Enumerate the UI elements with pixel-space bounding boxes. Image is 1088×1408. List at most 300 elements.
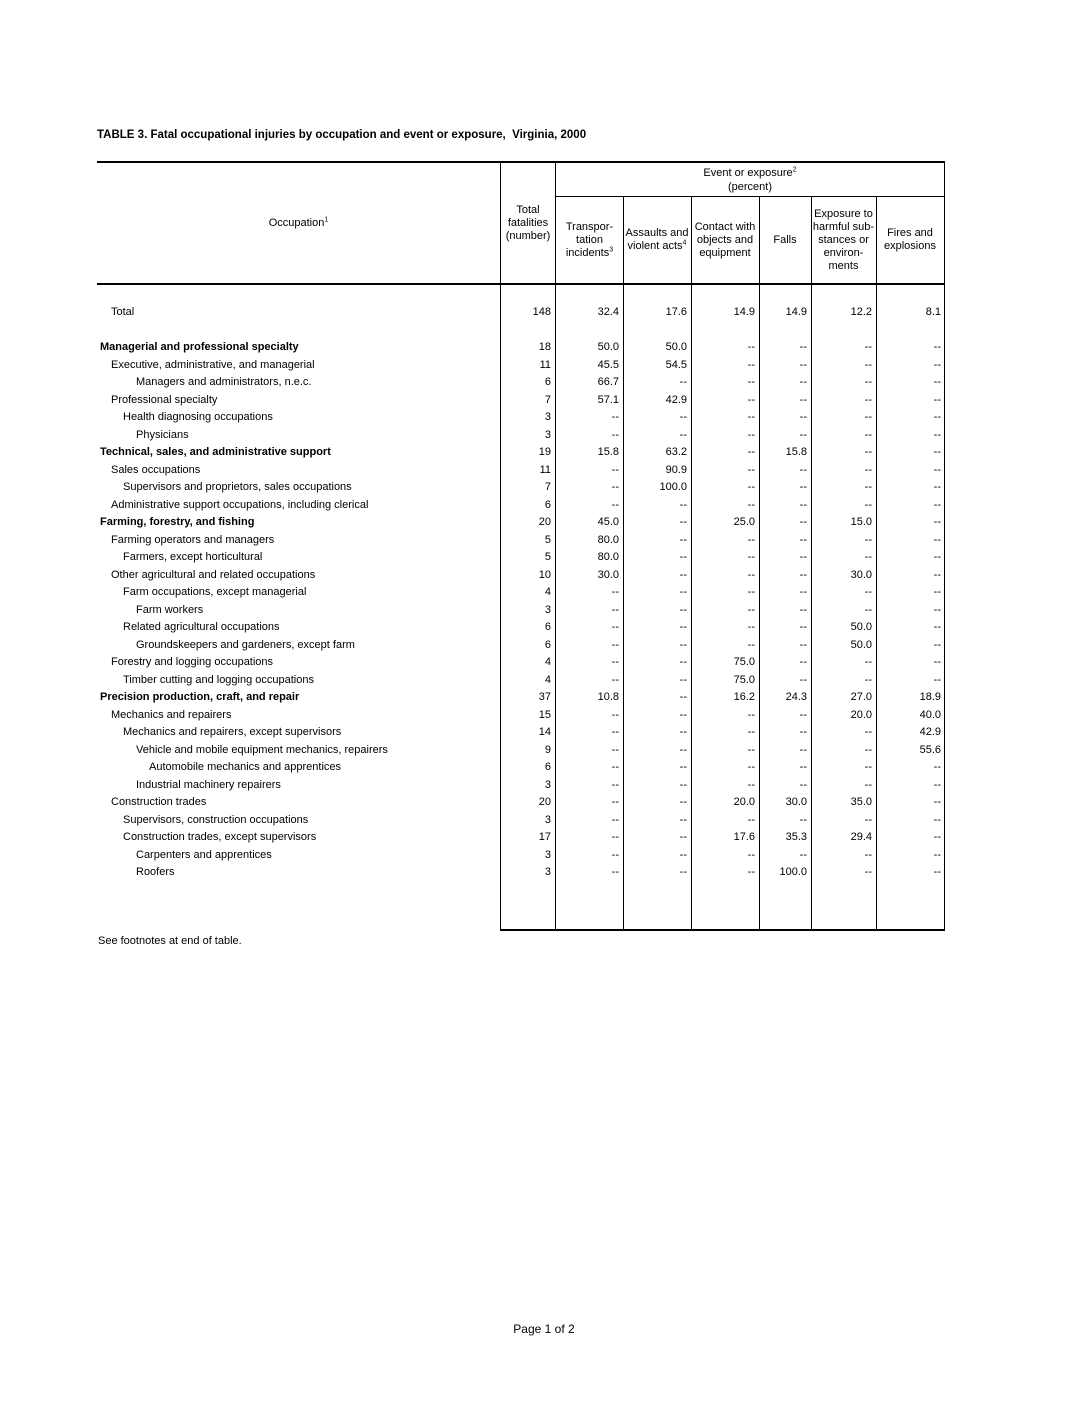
value-cell: -- — [933, 376, 941, 388]
value-cell: -- — [611, 866, 619, 878]
value-cell: 12.2 — [850, 306, 872, 318]
value-cell: 35.3 — [785, 831, 807, 843]
value-cell: -- — [933, 866, 941, 878]
value-cell: -- — [864, 656, 872, 668]
event-column-header: Fires and explosions — [884, 227, 936, 252]
value-cell: 90.9 — [665, 463, 687, 476]
value-cell: 3 — [544, 428, 551, 441]
value-cell: -- — [679, 656, 687, 668]
value-cell: 19 — [538, 446, 551, 458]
value-cell: 100.0 — [659, 481, 687, 493]
value-cell: -- — [799, 341, 807, 353]
value-cell: 20.0 — [733, 796, 755, 808]
value-cell: 30.0 — [597, 568, 619, 581]
value-cell: -- — [611, 831, 619, 843]
table-row — [97, 357, 945, 375]
value-cell: 3 — [544, 411, 551, 423]
value-cell: -- — [799, 533, 807, 546]
value-cell: -- — [611, 656, 619, 668]
value-cell: -- — [799, 848, 807, 861]
occupation-cell: Administrative support occupations, including clerical — [111, 498, 369, 511]
occupation-cell: Forestry and logging occupations — [111, 656, 274, 668]
value-cell: -- — [799, 726, 807, 738]
value-cell: 6 — [544, 638, 551, 651]
value-cell: -- — [864, 743, 872, 756]
value-cell: -- — [864, 498, 872, 511]
value-cell: -- — [933, 603, 941, 616]
value-cell: 18 — [538, 341, 551, 353]
value-cell: 4 — [544, 586, 551, 598]
value-cell: -- — [933, 568, 941, 581]
table-row — [97, 864, 945, 882]
value-cell: -- — [864, 341, 872, 353]
value-cell: 63.2 — [665, 446, 687, 458]
table-row — [97, 777, 945, 795]
value-cell: -- — [611, 621, 619, 633]
occupation-cell: Executive, administrative, and managerial — [111, 358, 315, 371]
value-cell: -- — [611, 796, 619, 808]
occupation-cell: Related agricultural occupations — [123, 621, 280, 633]
value-cell: 17.6 — [733, 831, 755, 843]
footnote-ref-4: 4 — [682, 239, 687, 247]
value-cell: 16.2 — [733, 691, 755, 703]
value-cell: 80.0 — [597, 551, 619, 563]
value-cell: -- — [679, 603, 687, 616]
value-cell: 5 — [544, 533, 551, 546]
total-fatalities-column-header: Total fatalities (number) — [505, 203, 551, 242]
value-cell: 3 — [544, 866, 551, 878]
value-cell: 4 — [544, 673, 551, 686]
value-cell: 8.1 — [925, 306, 941, 318]
value-cell: -- — [747, 463, 755, 476]
occupation-cell: Precision production, craft, and repair — [100, 691, 300, 703]
value-cell: -- — [611, 813, 619, 826]
value-cell: -- — [799, 463, 807, 476]
value-cell: -- — [933, 621, 941, 633]
value-cell: -- — [933, 393, 941, 406]
event-column-header: Assaults and violent acts$^4$ — [625, 227, 689, 252]
value-cell: -- — [679, 376, 687, 388]
value-cell: 55.6 — [919, 743, 941, 756]
table-row — [97, 392, 945, 410]
value-cell: -- — [747, 638, 755, 651]
table-row — [97, 584, 945, 602]
value-cell: -- — [747, 428, 755, 441]
value-cell: -- — [747, 603, 755, 616]
table-row — [97, 707, 945, 725]
table-row — [97, 637, 945, 655]
value-cell: 50.0 — [850, 638, 872, 651]
value-cell: -- — [747, 743, 755, 756]
occupation-cell: Total — [111, 306, 135, 318]
value-cell: -- — [747, 813, 755, 826]
value-cell: 15.0 — [850, 516, 872, 528]
event-column-header: Contact with objects and equipment — [694, 220, 756, 259]
value-cell: -- — [933, 481, 941, 493]
value-cell: -- — [747, 761, 755, 773]
value-cell: 20 — [538, 796, 551, 808]
value-cell: -- — [679, 568, 687, 581]
value-cell: -- — [611, 411, 619, 423]
value-cell: -- — [864, 428, 872, 441]
value-cell: 42.9 — [919, 726, 941, 738]
value-cell: -- — [679, 691, 687, 703]
value-cell: 15.8 — [785, 446, 807, 458]
page-indicator: Page 1 of 2 — [513, 1322, 575, 1336]
table-row — [97, 462, 945, 480]
table-body — [97, 285, 945, 931]
occupation-cell: Carpenters and apprentices — [136, 848, 272, 861]
event-column-header: Exposure to harmful sub- stances or environ- ments — [812, 207, 875, 272]
value-cell: -- — [747, 341, 755, 353]
value-cell: -- — [864, 603, 872, 616]
value-cell: -- — [747, 533, 755, 546]
value-cell: -- — [864, 778, 872, 791]
value-cell: -- — [933, 516, 941, 528]
value-cell: -- — [747, 376, 755, 388]
value-cell: -- — [747, 586, 755, 598]
value-cell: -- — [747, 726, 755, 738]
value-cell: -- — [799, 708, 807, 721]
value-cell: -- — [933, 498, 941, 511]
value-cell: -- — [799, 761, 807, 773]
value-cell: 3 — [544, 778, 551, 791]
occupation-cell: Professional specialty — [111, 393, 218, 406]
value-cell: -- — [933, 796, 941, 808]
value-cell: -- — [679, 533, 687, 546]
value-cell: 40.0 — [919, 708, 941, 721]
value-cell: -- — [799, 813, 807, 826]
value-cell: -- — [864, 551, 872, 563]
value-cell: 27.0 — [850, 691, 872, 703]
value-cell: -- — [799, 603, 807, 616]
value-cell: 29.4 — [850, 831, 872, 843]
value-cell: 5 — [544, 551, 551, 563]
event-exposure-group-header: Event or exposure$^2$ (percent) — [703, 165, 797, 193]
value-cell: 7 — [544, 481, 551, 493]
value-cell: -- — [933, 831, 941, 843]
value-cell: -- — [799, 621, 807, 633]
table-row — [97, 427, 945, 445]
table-row — [97, 829, 945, 847]
footnote-ref-1: 1 — [324, 216, 329, 224]
value-cell: 42.9 — [665, 393, 687, 406]
value-cell: 25.0 — [733, 516, 755, 528]
occupation-cell: Farmers, except horticultural — [123, 551, 263, 563]
table-row — [97, 619, 945, 637]
value-cell: -- — [864, 481, 872, 493]
value-cell: 14.9 — [733, 306, 755, 318]
value-cell: 35.0 — [850, 796, 872, 808]
value-cell: 9 — [544, 743, 551, 756]
value-cell: -- — [747, 551, 755, 563]
value-cell: -- — [799, 568, 807, 581]
value-cell: 66.7 — [597, 376, 619, 388]
value-cell: 6 — [544, 621, 551, 633]
occupation-cell: Managerial and professional specialty — [100, 341, 299, 353]
value-cell: 10.8 — [597, 691, 619, 703]
value-cell: -- — [933, 446, 941, 458]
value-cell: -- — [799, 586, 807, 598]
value-cell: -- — [747, 866, 755, 878]
value-cell: -- — [933, 428, 941, 441]
value-cell: 45.0 — [597, 516, 619, 528]
event-column-header: Transpor- tation incidents$^3$ — [565, 220, 614, 259]
event-column-header: Falls — [773, 233, 797, 246]
value-cell: 3 — [544, 603, 551, 616]
table-row — [97, 532, 945, 550]
value-cell: -- — [864, 358, 872, 371]
value-cell: -- — [747, 778, 755, 791]
value-cell: -- — [933, 586, 941, 598]
occupation-cell: Farming, forestry, and fishing — [100, 516, 255, 528]
value-cell: -- — [864, 848, 872, 861]
value-cell: -- — [864, 586, 872, 598]
value-cell: -- — [799, 673, 807, 686]
value-cell: -- — [933, 673, 941, 686]
table-row — [97, 444, 945, 462]
value-cell: -- — [611, 586, 619, 598]
value-cell: -- — [933, 848, 941, 861]
value-cell: 11 — [539, 358, 551, 371]
value-cell: 20.0 — [850, 708, 872, 721]
value-cell: -- — [799, 743, 807, 756]
occupation-cell: Construction trades, except supervisors — [123, 831, 317, 843]
occupation-cell: Other agricultural and related occupations — [111, 568, 316, 581]
table-title: TABLE 3. Fatal occupational injuries by occupation and event or exposure, Virginia, 2000 — [97, 129, 587, 141]
value-cell: -- — [747, 708, 755, 721]
value-cell: 50.0 — [597, 341, 619, 353]
occupation-cell: Farm occupations, except managerial — [123, 586, 307, 598]
value-cell: 50.0 — [850, 621, 872, 633]
value-cell: -- — [799, 358, 807, 371]
value-cell: 30.0 — [850, 568, 872, 581]
value-cell: -- — [747, 481, 755, 493]
value-cell: -- — [799, 428, 807, 441]
value-cell: -- — [864, 866, 872, 878]
value-cell: -- — [933, 463, 941, 476]
value-cell: -- — [747, 848, 755, 861]
value-cell: -- — [611, 848, 619, 861]
occupation-cell: Timber cutting and logging occupations — [123, 673, 314, 686]
value-cell: -- — [864, 533, 872, 546]
value-cell: -- — [747, 621, 755, 633]
value-cell: -- — [679, 586, 687, 598]
occupation-cell: Managers and administrators, n.e.c. — [136, 376, 312, 388]
value-cell: -- — [679, 848, 687, 861]
occupation-cell: Mechanics and repairers — [111, 708, 232, 721]
value-cell: -- — [799, 498, 807, 511]
value-cell: -- — [933, 358, 941, 371]
value-cell: -- — [679, 551, 687, 563]
value-cell: -- — [864, 673, 872, 686]
value-cell: -- — [799, 778, 807, 791]
value-cell: -- — [864, 761, 872, 773]
value-cell: -- — [933, 551, 941, 563]
occupation-cell: Industrial machinery repairers — [136, 778, 281, 791]
value-cell: -- — [799, 393, 807, 406]
value-cell: -- — [611, 726, 619, 738]
occupation-cell: Supervisors, construction occupations — [123, 813, 309, 826]
table-row — [97, 794, 945, 812]
value-cell: 45.5 — [597, 358, 619, 371]
value-cell: -- — [611, 481, 619, 493]
value-cell: 6 — [544, 761, 551, 773]
table-row — [97, 339, 945, 357]
event-subheaders — [556, 197, 944, 283]
value-cell: 18.9 — [919, 691, 941, 703]
value-cell: 17.6 — [665, 306, 687, 318]
value-cell: 80.0 — [597, 533, 619, 546]
value-cell: -- — [933, 411, 941, 423]
value-cell: 75.0 — [733, 656, 755, 668]
value-cell: -- — [799, 516, 807, 528]
table-row — [97, 497, 945, 515]
table-row — [97, 724, 945, 742]
value-cell: -- — [679, 726, 687, 738]
value-cell: -- — [679, 831, 687, 843]
value-cell: -- — [864, 446, 872, 458]
footnote-text: See footnotes at end of table. — [98, 935, 242, 947]
value-cell: -- — [933, 761, 941, 773]
value-cell: -- — [933, 533, 941, 546]
value-cell: 24.3 — [785, 691, 807, 703]
value-cell: -- — [679, 428, 687, 441]
occupation-cell: Supervisors and proprietors, sales occupations — [123, 481, 352, 493]
value-cell: -- — [611, 761, 619, 773]
table-row — [97, 689, 945, 707]
table-row — [97, 812, 945, 830]
value-cell: 14.9 — [785, 306, 807, 318]
value-cell: -- — [679, 866, 687, 878]
value-cell: -- — [799, 551, 807, 563]
value-cell: -- — [933, 813, 941, 826]
value-cell: -- — [679, 778, 687, 791]
table-row — [97, 549, 945, 567]
value-cell: -- — [679, 813, 687, 826]
value-cell: 15.8 — [597, 446, 619, 458]
value-cell: -- — [679, 638, 687, 651]
value-cell: -- — [933, 341, 941, 353]
value-cell: -- — [611, 498, 619, 511]
table-row — [97, 304, 945, 322]
value-cell: -- — [679, 498, 687, 511]
value-cell: -- — [679, 743, 687, 756]
value-cell: 17 — [538, 831, 551, 843]
value-cell: -- — [799, 656, 807, 668]
occupation-cell: Mechanics and repairers, except supervisors — [123, 726, 342, 738]
value-cell: -- — [864, 393, 872, 406]
value-cell: -- — [933, 656, 941, 668]
table-row — [97, 847, 945, 865]
value-cell: 37 — [538, 691, 551, 703]
value-cell: -- — [864, 726, 872, 738]
table-row — [97, 479, 945, 497]
occupation-cell: Vehicle and mobile equipment mechanics, repairers — [136, 743, 388, 756]
value-cell: 75.0 — [733, 673, 755, 686]
value-cell: -- — [747, 411, 755, 423]
table-row — [97, 672, 945, 690]
occupation-cell: Farm workers — [136, 603, 204, 616]
value-cell: 3 — [544, 848, 551, 861]
value-cell: -- — [611, 673, 619, 686]
value-cell: 20 — [538, 516, 551, 528]
value-cell: -- — [679, 411, 687, 423]
value-cell: -- — [864, 813, 872, 826]
occupation-column-header: Occupation$^1$ — [268, 216, 329, 229]
value-cell: -- — [611, 428, 619, 441]
value-cell: -- — [799, 638, 807, 651]
table-row — [97, 654, 945, 672]
value-cell: -- — [799, 481, 807, 493]
value-cell: -- — [679, 621, 687, 633]
occupation-cell: Health diagnosing occupations — [123, 411, 273, 423]
value-cell: 57.1 — [597, 393, 619, 406]
value-cell: -- — [799, 376, 807, 388]
value-cell: -- — [747, 446, 755, 458]
table-row — [97, 742, 945, 760]
value-cell: -- — [611, 778, 619, 791]
value-cell: 4 — [544, 656, 551, 668]
table-row — [97, 409, 945, 427]
value-cell: -- — [864, 463, 872, 476]
value-cell: -- — [747, 498, 755, 511]
value-cell: 14 — [538, 726, 551, 738]
value-cell: 148 — [532, 306, 551, 318]
value-cell: 15 — [538, 708, 551, 721]
value-cell: -- — [679, 708, 687, 721]
value-cell: -- — [747, 393, 755, 406]
value-cell: -- — [611, 638, 619, 651]
value-cell: 10 — [538, 568, 551, 581]
table-row — [97, 602, 945, 620]
value-cell: 7 — [544, 393, 551, 406]
value-cell: -- — [799, 411, 807, 423]
value-cell: 6 — [544, 376, 551, 388]
value-cell: -- — [864, 411, 872, 423]
value-cell: 54.5 — [665, 358, 687, 371]
value-cell: -- — [679, 796, 687, 808]
occupation-cell: Construction trades — [111, 796, 207, 808]
value-cell: -- — [611, 708, 619, 721]
row-spacer — [97, 322, 945, 340]
value-cell: -- — [679, 761, 687, 773]
table-row — [97, 759, 945, 777]
value-cell: 3 — [544, 813, 551, 826]
value-cell: -- — [679, 516, 687, 528]
value-cell: -- — [864, 376, 872, 388]
value-cell: -- — [747, 358, 755, 371]
table-row — [97, 514, 945, 532]
table-row — [97, 374, 945, 392]
occupation-cell: Technical, sales, and administrative support — [100, 446, 331, 458]
occupation-cell: Physicians — [136, 428, 189, 441]
occupation-cell: Groundskeepers and gardeners, except farm — [136, 638, 355, 651]
data-table — [97, 161, 945, 931]
occupation-cell: Roofers — [136, 866, 175, 878]
footnote-ref-2: 2 — [792, 165, 797, 173]
value-cell: -- — [933, 778, 941, 791]
value-cell: -- — [611, 463, 619, 476]
value-cell: -- — [747, 568, 755, 581]
table-row — [97, 567, 945, 585]
value-cell: -- — [679, 673, 687, 686]
occupation-cell: Sales occupations — [111, 463, 201, 476]
value-cell: 32.4 — [597, 306, 619, 318]
value-cell: 6 — [544, 498, 551, 511]
value-cell: 50.0 — [665, 341, 687, 353]
value-cell: -- — [611, 603, 619, 616]
